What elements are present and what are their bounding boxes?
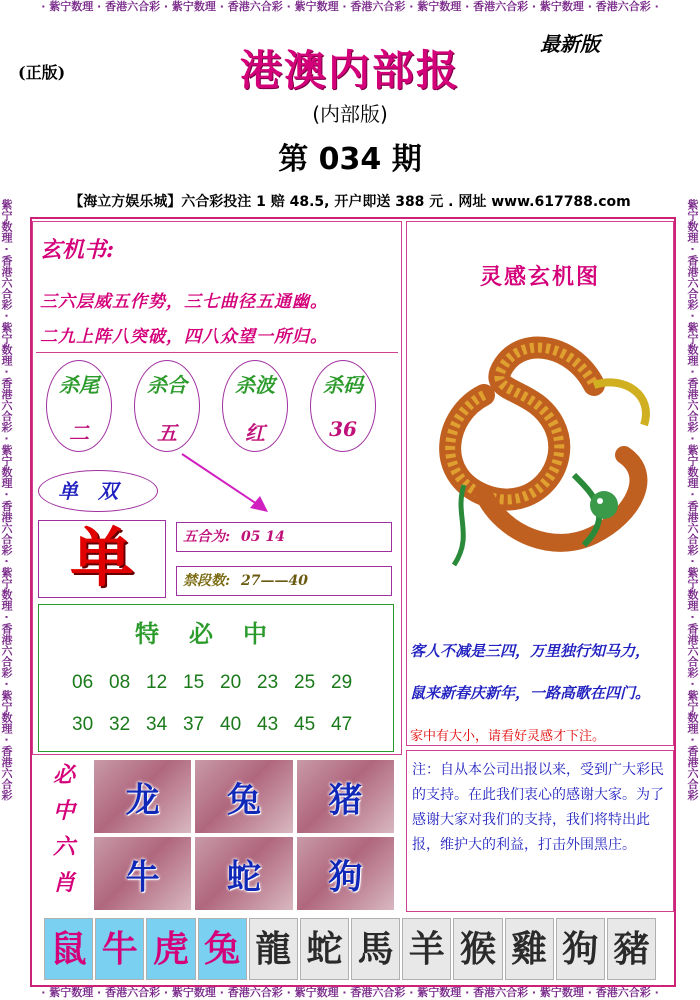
six-zodiac-label-1: 必 [52, 762, 75, 788]
zodiac-char: 龙 [125, 780, 160, 820]
riddle-line-1: 三六层威五作势，三七曲径五通幽。 [40, 292, 328, 312]
zodiac-char: 兔 [226, 780, 261, 820]
zodiac-cell-dog: 狗 [556, 918, 605, 980]
special-number: 40 [220, 714, 242, 735]
special-number: 43 [257, 714, 279, 735]
six-zodiac-label-3: 六 [52, 834, 75, 860]
big-pick-box [38, 520, 166, 598]
six-zodiac-label-2: 中 [52, 798, 75, 824]
zodiac-cell-rabbit: 兔 [198, 918, 247, 980]
zodiac-char: 蛇 [226, 857, 261, 897]
special-number: 32 [109, 714, 131, 735]
poem-line-1: 客人不减是三四，万里独行知马力， [410, 642, 651, 660]
zodiac-photo [297, 837, 394, 910]
zodiac-cell-snake: 蛇 [300, 918, 349, 980]
kill-range-label: 禁段数: [183, 573, 231, 589]
kill-tail-oval [46, 360, 112, 452]
zodiac-char: 牛 [125, 857, 160, 897]
big-pick-char: 单 [70, 521, 134, 596]
zodiac-cell-goat: 羊 [402, 918, 451, 980]
single-double-oval: 单双 [38, 470, 158, 512]
zodiac-char: 猪 [328, 780, 363, 820]
zodiac-cell-rooster: 雞 [505, 918, 554, 980]
special-number: 45 [294, 714, 316, 735]
special-number: 12 [146, 672, 168, 693]
border-top: · 紫宁数理 · 香港六合彩 · 紫宁数理 · 香港六合彩 · 紫宁数理 · 香港六合彩 · 紫宁数理 · 香港六合彩 · 紫宁数理 · 香港六合彩 · [0, 0, 700, 14]
kill-number-value: 36 [329, 417, 357, 441]
zodiac-photo [195, 760, 292, 833]
zodiac-char: 狗 [328, 857, 363, 897]
kill-number-oval [310, 360, 376, 452]
kill-tail-value: 二 [69, 421, 89, 445]
special-number: 08 [109, 672, 131, 693]
special-number: 20 [220, 672, 242, 693]
riddle-line-2: 二九上阵八突破，四八众望一所归。 [40, 327, 328, 347]
arrow-icon [176, 448, 276, 520]
special-number: 47 [331, 714, 353, 735]
five-combo-value: 05 14 [241, 529, 285, 545]
special-number: 29 [331, 672, 353, 693]
zodiac-photo [195, 837, 292, 910]
kill-wave-value: 红 [245, 421, 265, 445]
special-title: 特必中 [135, 619, 297, 648]
kill-combo-label: 杀合 [147, 373, 187, 397]
panel-note: 家中有大小，请看好灵感才下注。 [410, 729, 606, 744]
kill-combo-value: 五 [157, 421, 177, 445]
page-subtitle: (内部版) [312, 102, 388, 126]
zodiac-cell-horse: 馬 [351, 918, 400, 980]
ad-banner[interactable]: 【海立方娱乐城】六合彩投注 1 赔 48.5, 开户即送 388 元 . 网址 www.617788.com [69, 194, 631, 210]
border-right: 紫宁数理 · 香港六合彩 · 紫宁数理 · 香港六合彩 · 紫宁数理 · 香港六合彩 · 紫宁数理 · 香港六合彩 · 紫宁数理 · 香港六合彩 [686, 199, 699, 801]
notice-text: 注：自从本公司出报以来，受到广大彩民的支持。在此我们衷心的感谢大家。为了感谢大家对我们的支持，我们将特出此报，维护大的利益，打击外围黑庄。 [412, 762, 664, 853]
zodiac-cell-dragon: 龍 [249, 918, 298, 980]
border-bottom: · 紫宁数理 · 香港六合彩 · 紫宁数理 · 香港六合彩 · 紫宁数理 · 香港六合彩 · 紫宁数理 · 香港六合彩 · 紫宁数理 · 香港六合彩 · [41, 986, 659, 999]
page-title: 港澳内部报 [239, 46, 460, 95]
zodiac-cell-monkey: 猴 [453, 918, 502, 980]
special-number: 25 [294, 672, 316, 693]
kill-tail-label: 杀尾 [59, 373, 99, 397]
zodiac-photo [94, 837, 191, 910]
zodiac-photo [94, 760, 191, 833]
special-number: 37 [183, 714, 205, 735]
zodiac-bar [44, 918, 656, 980]
five-combo-box [176, 522, 392, 552]
poem-line-2: 鼠来新春庆新年，一路高歌在四门。 [410, 684, 651, 702]
special-number: 34 [146, 714, 168, 735]
special-number: 23 [257, 672, 279, 693]
kill-range-box [176, 566, 392, 596]
zodiac-cell-pig: 豬 [607, 918, 656, 980]
six-zodiac-label-4: 肖 [52, 870, 75, 896]
five-combo-label: 五合为: [183, 529, 231, 545]
divider [36, 352, 398, 353]
kill-wave-oval [222, 360, 288, 452]
latest-label: 最新版 [540, 32, 600, 56]
special-number: 15 [183, 672, 205, 693]
kill-wave-label: 杀波 [235, 373, 275, 397]
border-left: 紫宁数理 · 香港六合彩 · 紫宁数理 · 香港六合彩 · 紫宁数理 · 香港六合彩 · 紫宁数理 · 香港六合彩 · 紫宁数理 · 香港六合彩 [0, 199, 13, 801]
kill-combo-oval [134, 360, 200, 452]
special-number: 06 [72, 672, 94, 693]
kill-number-label: 杀码 [323, 373, 363, 397]
zodiac-cell-rat: 鼠 [44, 918, 93, 980]
zodiac-cell-ox: 牛 [95, 918, 144, 980]
zodiac-cell-tiger: 虎 [146, 918, 195, 980]
riddle-title: 玄机书: [40, 237, 115, 263]
special-row-2 [72, 714, 368, 736]
dragon-image [424, 325, 674, 595]
special-row-1 [72, 672, 368, 694]
six-zodiac-grid [94, 760, 394, 910]
zodiac-photo [297, 760, 394, 833]
edition-label: (正版) [18, 63, 66, 82]
kill-range-value: 27——40 [241, 573, 309, 589]
panel-title: 灵感玄机图 [479, 264, 600, 290]
special-number: 30 [72, 714, 94, 735]
issue-number: 第 034 期 [278, 142, 422, 177]
